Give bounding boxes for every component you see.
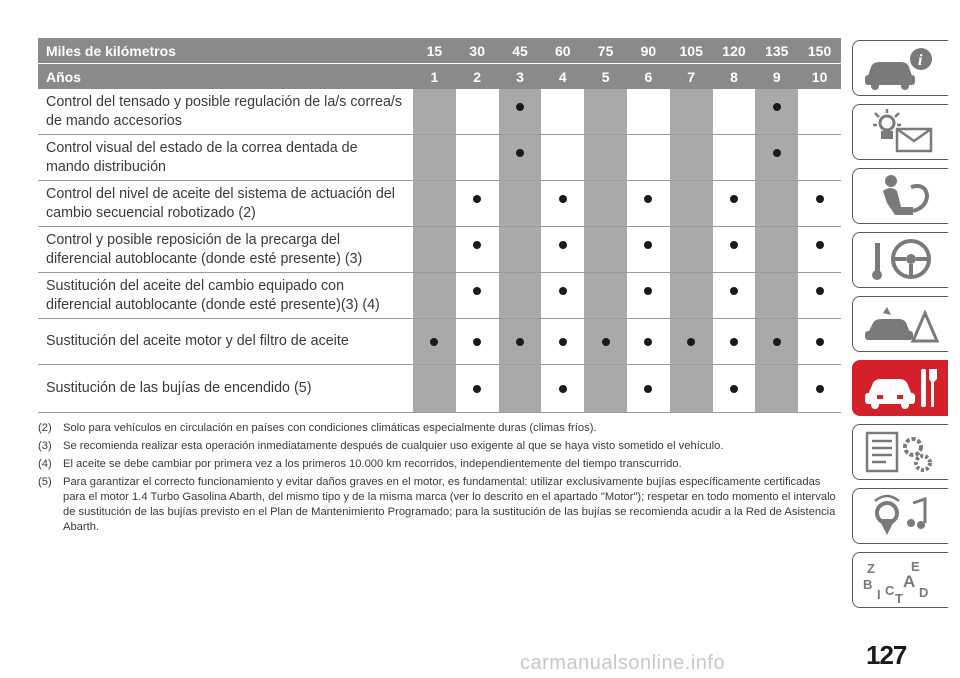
interval-cell [541, 89, 584, 134]
interval-cell [798, 135, 841, 180]
header-year-value-7: 7 [687, 68, 696, 85]
service-dot [730, 195, 738, 203]
row-label: Control del nivel de aceite del sistema de actuación del cambio secuencial robotizado (2) [46, 186, 395, 221]
interval-cell [798, 365, 841, 412]
table-row [38, 227, 841, 273]
svg-text:C: C [885, 583, 895, 598]
header-km-label: Miles de kilómetros [46, 42, 176, 59]
svg-text:Z: Z [867, 561, 875, 576]
header-year-value-3: 3 [516, 68, 524, 85]
interval-cell [413, 135, 456, 180]
interval-cell [499, 319, 542, 364]
tab-accident-emergency[interactable] [852, 296, 948, 352]
service-dot [430, 338, 438, 346]
interval-cell [755, 365, 798, 412]
interval-cell [499, 181, 542, 226]
interval-cell [755, 227, 798, 272]
footnote [38, 421, 841, 436]
interval-cell [584, 365, 627, 412]
interval-cell [584, 273, 627, 318]
service-dot [773, 103, 781, 111]
page-number: 127 [866, 640, 907, 670]
footnote-text: Para garantizar el correcto funcionamiento y evitar daños graves en el motor, es fundamental: utilizar exclusivamente bujías específicamente certificadas para el motor 1.4 Turbo Gasolina Abarth, del mismo tipo y de la misma marca (ver lo descrito en el apartado "Motor"); respetar en todo momento el intervalo de sustitución de las bujías previsto en el Plan de Mantenimiento Programado; para la sustitución de las bujías se recomienda acudir a la Red de Asistencia Abarth. [63, 476, 836, 533]
service-dot [644, 385, 652, 393]
interval-cell [627, 319, 670, 364]
interval-cell [670, 365, 713, 412]
header-km-value-2: 30 [469, 42, 485, 59]
interval-cell [755, 89, 798, 134]
header-km-value-3: 45 [512, 42, 528, 59]
interval-cell [456, 365, 499, 412]
interval-cell [670, 273, 713, 318]
interval-cell [798, 181, 841, 226]
interval-cell [713, 89, 756, 134]
svg-text:D: D [919, 585, 929, 600]
interval-cell [627, 227, 670, 272]
row-label: Sustitución de las bujías de encendido (5) [46, 380, 312, 396]
row-label: Control visual del estado de la correa dentada de mando distribución [46, 140, 358, 175]
interval-cell [713, 135, 756, 180]
interval-cell [413, 273, 456, 318]
interval-cell [713, 273, 756, 318]
header-row-km [38, 38, 841, 63]
footnote [38, 439, 841, 454]
header-year-value-10: 10 [811, 68, 828, 85]
tab-steering-wheel[interactable] [852, 232, 948, 288]
interval-cell [755, 273, 798, 318]
header-km-value-9: 135 [765, 42, 789, 59]
watermark: carmanualsonline.info [520, 652, 726, 674]
interval-cell [627, 89, 670, 134]
header-km-value-10: 150 [807, 42, 832, 59]
interval-cell [541, 273, 584, 318]
interval-cell [499, 273, 542, 318]
interval-cell [755, 319, 798, 364]
service-dot [816, 241, 824, 249]
interval-cell [713, 181, 756, 226]
service-dot [816, 287, 824, 295]
interval-cell [670, 227, 713, 272]
svg-text:A: A [903, 572, 916, 591]
tab-car-info[interactable] [852, 40, 948, 96]
header-year-value-2: 2 [473, 68, 482, 85]
table-row [38, 89, 841, 135]
interval-cell [670, 135, 713, 180]
footnote-text: Se recomienda realizar esta operación inmediatamente después de cualquier uso exigente al que se haya visto sometido el vehículo. [63, 440, 724, 452]
service-dot [473, 241, 481, 249]
service-dot [816, 385, 824, 393]
interval-cell [541, 181, 584, 226]
interval-cell [627, 365, 670, 412]
interval-cell [541, 319, 584, 364]
service-dot [516, 338, 524, 346]
interval-cell [413, 181, 456, 226]
header-year-value-6: 6 [644, 68, 653, 85]
service-dot [730, 287, 738, 295]
interval-cell [798, 89, 841, 134]
tab-technical-data[interactable] [852, 424, 948, 480]
section-tabs [852, 40, 948, 616]
service-dot [473, 287, 481, 295]
service-dot [644, 338, 652, 346]
header-year-value-9: 9 [772, 68, 781, 85]
interval-cell [670, 181, 713, 226]
interval-cell [627, 181, 670, 226]
table-row [38, 273, 841, 319]
interval-cell [798, 227, 841, 272]
table-row [38, 319, 841, 365]
interval-cell [627, 273, 670, 318]
interval-cell [755, 135, 798, 180]
interval-cell [541, 227, 584, 272]
service-dot [473, 385, 481, 393]
service-dot [559, 385, 567, 393]
header-km-value-5: 75 [597, 42, 614, 59]
interval-cell [456, 181, 499, 226]
interval-cell [541, 365, 584, 412]
service-dot [559, 241, 567, 249]
service-dot [516, 149, 524, 157]
footnote [38, 457, 841, 472]
interval-cell [713, 319, 756, 364]
interval-cell [456, 227, 499, 272]
footnote-number: (5) [38, 476, 52, 488]
row-label: Control del tensado y posible regulación de la/s correa/s de mando accesorios [46, 94, 403, 129]
interval-cell [499, 89, 542, 134]
header-km-value-7: 105 [679, 42, 703, 59]
footnotes [38, 421, 841, 538]
header-km-value-1: 15 [426, 42, 443, 59]
service-dot [602, 338, 610, 346]
footnote-number: (2) [38, 422, 52, 434]
footnote-text: Solo para vehículos en circulación en países con condiciones climáticas especialmente duras (climas fríos). [63, 422, 597, 434]
svg-text:i: i [918, 52, 923, 69]
interval-cell [499, 135, 542, 180]
interval-cell [798, 319, 841, 364]
service-dot [644, 241, 652, 249]
interval-cell [670, 319, 713, 364]
service-dot [559, 338, 567, 346]
footnote-number: (4) [38, 458, 52, 470]
service-dot [559, 287, 567, 295]
tab-warning-lights[interactable] [852, 104, 948, 160]
header-km-value-4: 60 [555, 42, 571, 59]
header-year-value-1: 1 [430, 68, 439, 85]
tab-car-maintenance[interactable] [852, 360, 948, 416]
interval-cell [584, 135, 627, 180]
header-km-value-8: 120 [722, 42, 746, 59]
header-year-value-5: 5 [601, 68, 610, 85]
tab-seat-safety[interactable] [852, 168, 948, 224]
table-row [38, 135, 841, 181]
service-dot [687, 338, 695, 346]
header-year-value-4: 4 [558, 68, 567, 85]
interval-cell [584, 227, 627, 272]
service-dot [516, 103, 524, 111]
interval-cell [499, 227, 542, 272]
service-dot [730, 241, 738, 249]
svg-text:I: I [877, 587, 881, 602]
header-km-value-6: 90 [640, 42, 657, 59]
service-dot [816, 338, 824, 346]
service-dot [730, 338, 738, 346]
table-row [38, 365, 841, 413]
footnote-text: El aceite se debe cambiar por primera vez a los primeros 10.000 km recorridos, independientemente del tiempo transcurrido. [63, 458, 682, 470]
table-row [38, 181, 841, 227]
service-dot [473, 195, 481, 203]
footnote [38, 475, 841, 535]
header-row-years [38, 64, 841, 89]
interval-cell [584, 319, 627, 364]
interval-cell [413, 227, 456, 272]
row-label: Sustitución del aceite del cambio equipado con diferencial autoblocante (donde esté presente)(3) (4) [46, 278, 380, 313]
interval-cell [713, 365, 756, 412]
header-year-value-8: 8 [730, 68, 738, 85]
interval-cell [413, 365, 456, 412]
interval-cell [456, 135, 499, 180]
interval-cell [456, 319, 499, 364]
svg-text:T: T [895, 591, 903, 603]
service-dot [473, 338, 481, 346]
service-dot [559, 195, 567, 203]
interval-cell [584, 89, 627, 134]
header-years-label: Años [46, 68, 81, 85]
interval-cell [413, 319, 456, 364]
interval-cell [670, 89, 713, 134]
interval-cell [798, 273, 841, 318]
interval-cell [627, 135, 670, 180]
service-dot [644, 287, 652, 295]
interval-cell [499, 365, 542, 412]
interval-cell [456, 273, 499, 318]
interval-cell [413, 89, 456, 134]
footnote-number: (3) [38, 440, 52, 452]
service-dot [730, 385, 738, 393]
service-dot [773, 149, 781, 157]
row-label: Control y posible reposición de la precarga del diferencial autoblocante (donde esté presente) (3) [46, 232, 363, 267]
row-label: Sustitución del aceite motor y del filtro de aceite [46, 333, 349, 349]
interval-cell [456, 89, 499, 134]
maintenance-table [38, 38, 841, 413]
tab-alphabetical-index[interactable] [852, 552, 948, 608]
svg-text:E: E [911, 559, 920, 574]
interval-cell [755, 181, 798, 226]
service-dot [773, 338, 781, 346]
service-dot [816, 195, 824, 203]
svg-text:B: B [863, 577, 873, 592]
interval-cell [713, 227, 756, 272]
service-dot [644, 195, 652, 203]
interval-cell [584, 181, 627, 226]
tab-multimedia[interactable] [852, 488, 948, 544]
interval-cell [541, 135, 584, 180]
